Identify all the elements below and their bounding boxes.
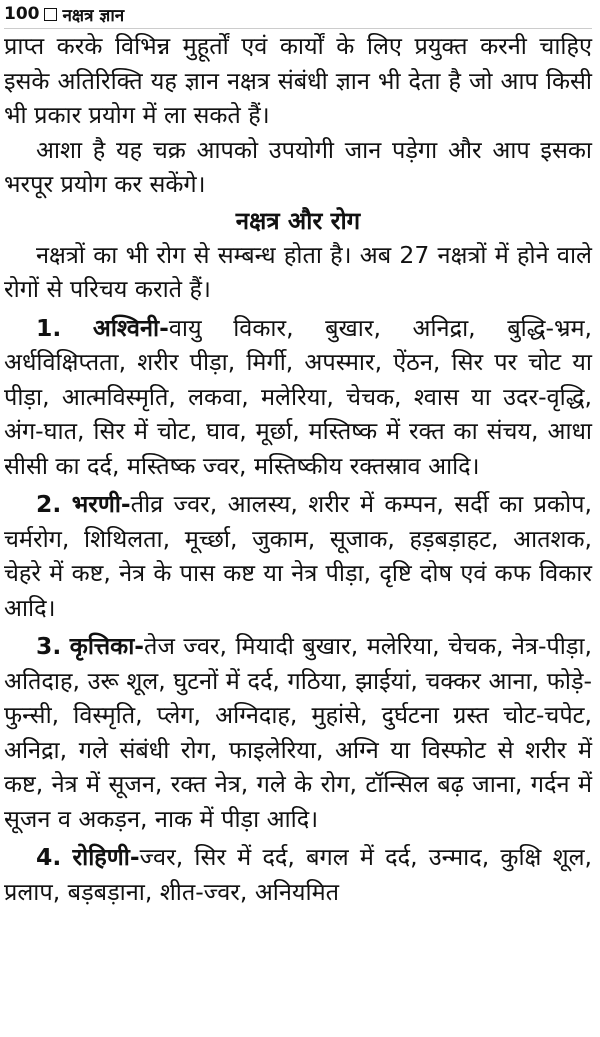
entry-text: ज्वर, सिर में दर्द, बगल में दर्द, उन्माद, कुक्षि शूल, प्रलाप, बड़बड़ाना, शीत-ज्वर, अनियमित [4, 843, 592, 906]
running-header [4, 0, 592, 29]
section-heading: नक्षत्र और रोग [235, 206, 361, 235]
entry-number: 2. [36, 490, 62, 518]
entry-bharani [4, 487, 592, 625]
entry-text: तीव्र ज्वर, आलस्य, शरीर में कम्पन, सर्दी का प्रकोप, चर्मरोग, शिथिलता, मूर्च्छा, जुकाम, सूजाक, हड़बड़ाहट, आतशक, चेहरे में कष्ट, नेत्र के पास कष्ट या नेत्र पीड़ा, दृष्टि दोष एवं कफ विकार आदि। [4, 490, 592, 622]
square-bullet-icon [44, 8, 57, 21]
entry-rohini [4, 840, 592, 909]
entry-name: भरणी- [71, 490, 131, 518]
intro-paragraph-2: आशा है यह चक्र आपको उपयोगी जान पड़ेगा और आप इसका भरपूर प्रयोग कर सकेंगे। [4, 135, 592, 198]
section-intro: नक्षत्रों का भी रोग से सम्बन्ध होता है। अब 27 नक्षत्रों में होने वाले रोगों से परिचय कराते हैं। [4, 240, 592, 303]
entry-name: कृत्तिका- [69, 632, 145, 660]
intro-paragraph-1: प्राप्त करके विभिन्न मुहूर्तों एवं कार्यों के लिए प्रयुक्त करनी चाहिए इसके अतिरिक्ति यह ज्ञान नक्षत्र संबंधी ज्ञान भी देता है जो आप किसी भी प्रकार प्रयोग में ला सकते हैं। [4, 32, 592, 129]
entry-text: वायु विकार, बुखार, अनिद्रा, बुद्धि-भ्रम, अर्धविक्षिप्तता, शरीर पीड़ा, मिर्गी, अपस्मार, ऐंठन, सिर पर चोट या पीड़ा, आत्मविस्मृति, लकवा, मलेरिया, चेचक, श्वास या उदर-वृद्धि, अंग-घात, सिर में चोट, घाव, मूर्छा, मस्तिष्क में रक्त का संचय, आधा सीसी का दर्द, मस्तिष्क ज्वर, मस्तिष्कीय रक्तस्राव आदि। [4, 313, 592, 480]
entry-number: 4. [36, 843, 62, 871]
entry-krittika [4, 629, 592, 836]
entry-name: अश्विनी- [92, 313, 169, 342]
page-number: 100 [4, 4, 40, 24]
entry-number: 3. [36, 632, 62, 660]
entry-name: रोहिणी- [72, 843, 140, 871]
entry-text: तेज ज्वर, मियादी बुखार, मलेरिया, चेचक, नेत्र-पीड़ा, अतिदाह, उरू शूल, घुटनों में दर्द, गठिया, झाईयां, चक्कर आना, फोड़े-फुन्सी, विस्मृति, प्लेग, अग्निदाह, मुहांसे, दुर्घटना ग्रस्त चोट-चपेट, अनिद्रा, गले संबंधी रोग, फाइलेरिया, अग्नि या विस्फोट से शरीर में कष्ट, नेत्र में सूजन, रक्त नेत्र, गले के रोग, टॉन्सिल बढ़ जाना, गर्दन में सूजन व अकड़न, नाक में पीड़ा आदि। [4, 632, 592, 833]
book-title: नक्षत्र ज्ञान [62, 5, 125, 26]
entry-ashwini [4, 311, 592, 484]
entry-number: 1. [36, 313, 62, 342]
